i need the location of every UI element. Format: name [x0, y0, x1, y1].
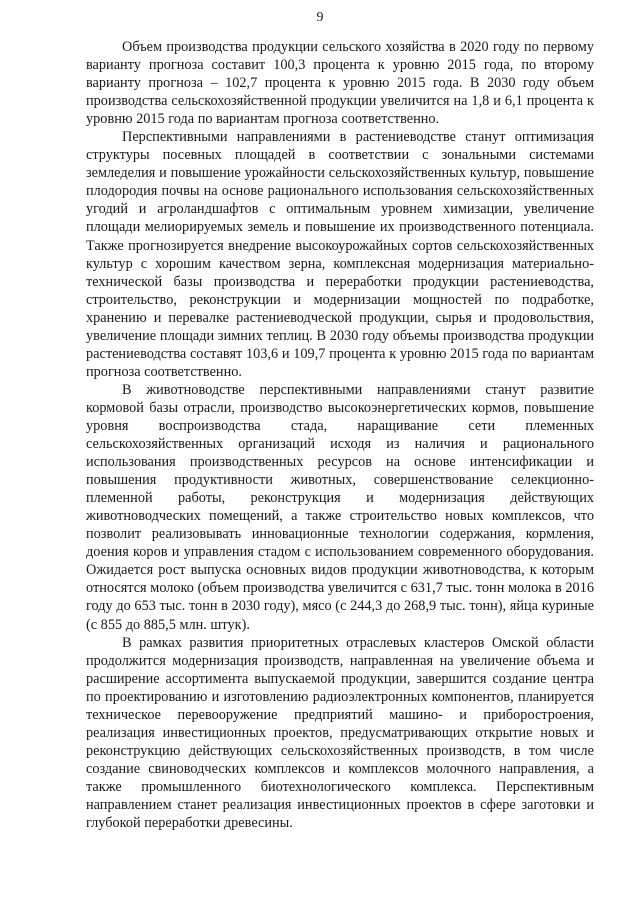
paragraph-production-forecast: Объем производства продукции сельского хозяйства в 2020 году по первому варианту прогноза составит 100,3 процента к уровню 2015 года, по второму варианту прогноза – 102,7 процента к уровню 2015 года. В 2030 году объем производства сельскохозяйственной продукции увеличится на 1,8 и 6,1 процента к уровню 2015 года по вариантам прогноза соответственно.	[86, 39, 594, 128]
paragraph-industrial-clusters: В рамках развития приоритетных отраслевых кластеров Омской области продолжится модернизация производств, направленная на увеличение объема и расширение ассортимента выпускаемой продукции, завершится создание центра по проектированию и изготовлению радиоэлектронных компонентов, планируется техническое перевооружение предприятий машино- и приборостроения, реализация инвестиционных проектов, предусматривающих открытие новых и реконструкцию действующих сельскохозяйственных производств, в том числе создание свиноводческих комплексов и комплексов молочного направления, а также промышленного биотехнологического комплекса. Перспективным направлением станет реализация инвестиционных проектов в сфере заготовки и глубокой переработки древесины.	[86, 634, 594, 832]
page-number: 9	[316, 10, 324, 25]
document-body	[86, 38, 594, 832]
paragraph-crop-farming: Перспективными направлениями в растениеводстве станут оптимизация структуры посевных площадей в соответствии с зональными системами земледелия и повышение урожайности сельскохозяйственных культур, повышение плодородия почвы на основе рационального использования сельскохозяйственных угодий и агроландшафтов с оптимальным уровнем химизации, увеличение площади мелиорируемых земель и повышение их производственного потенциала. Также прогнозируется внедрение высокоурожайных сортов сельскохозяйственных культур с хорошим качеством зерна, комплексная модернизация материально-технической базы производства и переработки продукции растениеводства, строительство, реконструкции и модернизации мощностей по подработке, хранению и перевалке растениеводческой продукции, сырья и продовольствия, увеличение площади зимних теплиц. В 2030 году объемы производства продукции растениеводства составят 103,6 и 109,7 процента к уровню 2015 года по вариантам прогноза соответственно.	[86, 129, 594, 380]
paragraph-livestock: В животноводстве перспективными направлениями станут развитие кормовой базы отрасли, производство высокоэнергетических кормов, повышение уровня воспроизводства стада, наращивание сети племенных сельскохозяйственных организаций исходя из наличия и рационального использования производственных ресурсов на основе интенсификации и повышения продуктивности животных, совершенствование селекционно-племенной работы, реконструкция и модернизация действующих животноводческих помещений, а также строительство новых комплексов, что позволит реализовывать инновационные технологии содержания, кормления, доения коров и управления стадом с использованием современного оборудования. Ожидается рост выпуска основных видов продукции животноводства, к которым относятся молоко (объем производства увеличится с 631,7 тыс. тонн молока в 2016 году до 653 тыс. тонн в 2030 году), мясо (с 244,3 до 268,9 тыс. тонн), яйца куриные (с 855 до 885,5 млн. штук).	[86, 381, 594, 633]
